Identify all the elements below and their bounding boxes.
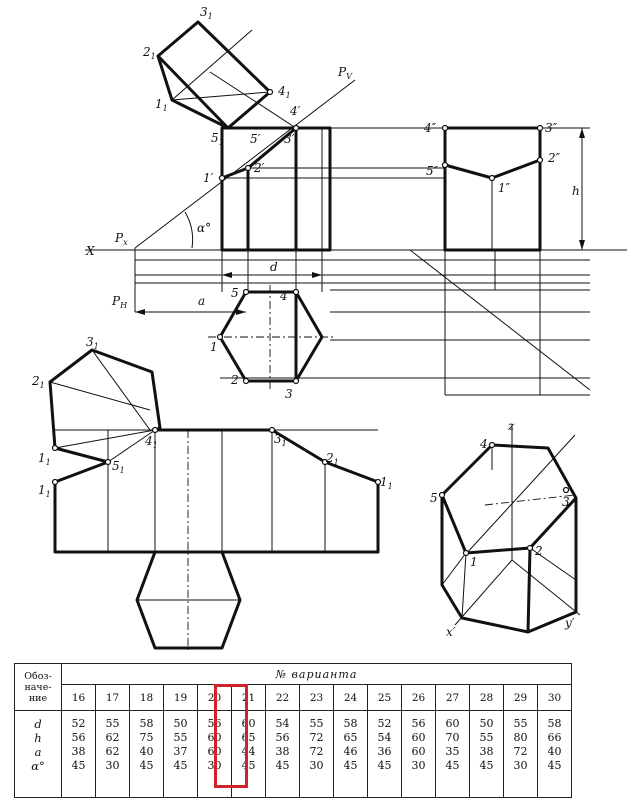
variant-number: 19	[164, 685, 198, 711]
svg-text:11: $1_1$	[380, 475, 393, 491]
svg-text:4: 4	[280, 289, 288, 303]
symbols-column: d h a α°	[15, 711, 62, 798]
svg-text:4: 4	[480, 437, 488, 451]
variant-values: 54 56 38 45	[266, 711, 300, 798]
svg-text:4′: 4′	[290, 104, 301, 118]
variant-number: 23	[300, 685, 334, 711]
variant-number: 22	[266, 685, 300, 711]
variant-values: 56 60 60 30	[402, 711, 436, 798]
svg-text:5″: 5″	[426, 164, 439, 178]
variant-values: 60 70 35 45	[436, 711, 470, 798]
variant-values: 50 55 38 45	[470, 711, 504, 798]
svg-text:3: 3	[285, 387, 293, 401]
variant-numbers-row	[15, 685, 572, 711]
variant-values: 55 72 72 30	[300, 711, 334, 798]
svg-text:1: 1	[210, 340, 218, 354]
variant-values: 50 55 37 45	[164, 711, 198, 798]
front-view	[220, 126, 331, 251]
variant-number: 29	[504, 685, 538, 711]
variant-values: 58 66 40 45	[538, 711, 572, 798]
svg-text:11: $1_1$	[38, 483, 51, 499]
variants-table	[14, 663, 572, 798]
variant-values: 52 54 36 45	[368, 711, 402, 798]
svg-text:21: $2_1$	[143, 45, 156, 61]
svg-text:PV: $P_V$	[338, 65, 352, 81]
variant-header: № варианта	[62, 664, 572, 685]
svg-text:2: 2	[231, 373, 239, 387]
svg-text:31: $3_1$	[86, 335, 99, 351]
variant-number: 18	[130, 685, 164, 711]
variant-number: 27	[436, 685, 470, 711]
svg-text:y′: y′	[565, 616, 575, 630]
svg-text:h: h	[572, 184, 580, 198]
variant-number: 20	[198, 685, 232, 711]
svg-text:2″: 2″	[548, 151, 561, 165]
variant-number: 30	[538, 685, 572, 711]
svg-text:5′: 5′	[250, 132, 261, 146]
svg-text:21: $2_1$	[326, 451, 339, 467]
svg-text:d: d	[270, 260, 278, 274]
svg-text:41: $4_1$	[145, 434, 158, 450]
variant-values-row	[15, 711, 572, 798]
variant-number: 25	[368, 685, 402, 711]
svg-text:X: X	[86, 244, 95, 258]
svg-text:51: $5_1$	[211, 131, 224, 147]
svg-text:3′: 3′	[284, 132, 295, 146]
svg-text:5: 5	[430, 491, 438, 505]
variant-number: 28	[470, 685, 504, 711]
variant-number: 16	[62, 685, 96, 711]
svg-text:1: 1	[470, 555, 478, 569]
svg-text:1″: 1″	[498, 181, 511, 195]
development-view	[50, 350, 381, 650]
svg-text:α°: α°	[197, 221, 212, 235]
svg-text:x′: x′	[446, 625, 456, 639]
svg-text:z: z	[508, 419, 515, 433]
svg-text:2′: 2′	[254, 161, 265, 175]
designation-header: Обоз- наче- ние	[15, 664, 62, 711]
variant-values: 52 56 38 45	[62, 711, 96, 798]
svg-text:31: $3_1$	[200, 5, 213, 21]
svg-text:PH: $P_H$	[112, 294, 128, 310]
drawing-labels	[31, 5, 580, 639]
variant-values: 55 80 72 30	[504, 711, 538, 798]
svg-text:51: $5_1$	[112, 459, 125, 475]
side-view	[443, 126, 586, 251]
variant-values: 55 62 62 30	[96, 711, 130, 798]
svg-text:31: $3_1$	[274, 432, 287, 448]
svg-text:11: $1_1$	[155, 97, 168, 113]
svg-text:41: $4_1$	[278, 84, 291, 100]
svg-text:Px: $P_x$	[115, 231, 128, 247]
variant-number: 21	[232, 685, 266, 711]
svg-text:3: 3	[562, 495, 570, 509]
variant-number: 17	[96, 685, 130, 711]
variant-values: 58 65 46 45	[334, 711, 368, 798]
variant-values: 56 60 60 30	[198, 711, 232, 798]
svg-text:2: 2	[535, 544, 543, 558]
variant-values-highlighted: 60 65 44 45	[232, 711, 266, 798]
svg-text:3″: 3″	[545, 121, 558, 135]
section-view	[158, 22, 299, 131]
svg-text:1′: 1′	[203, 171, 214, 185]
variant-values: 58 75 40 45	[130, 711, 164, 798]
svg-text:5: 5	[231, 286, 239, 300]
svg-text:21: $2_1$	[32, 374, 45, 390]
svg-text:4″: 4″	[424, 121, 437, 135]
isometric-view	[440, 425, 581, 632]
svg-text:11: $1_1$	[38, 451, 51, 467]
svg-text:a: a	[198, 294, 206, 308]
variant-number: 26	[402, 685, 436, 711]
variant-number: 24	[334, 685, 368, 711]
